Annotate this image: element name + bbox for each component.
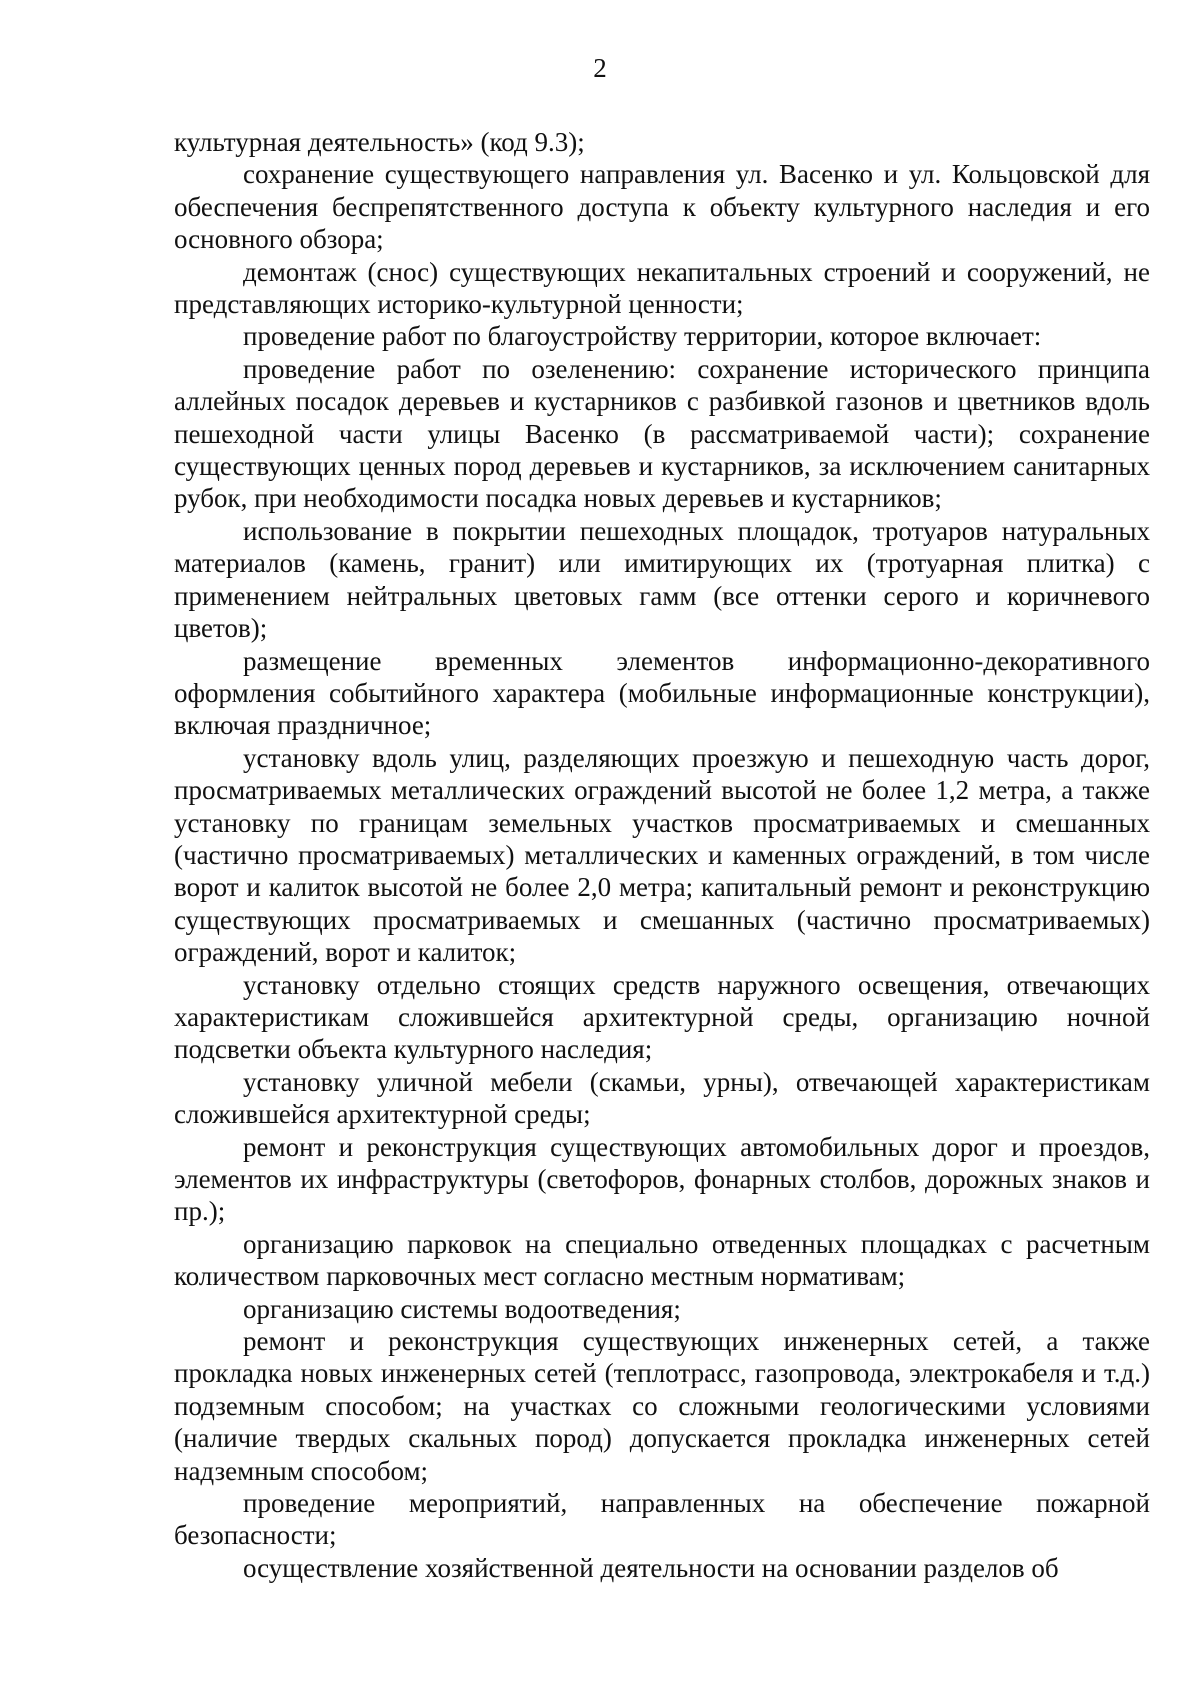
paragraph: проведение работ по озеленению: сохранение исторического принципа аллейных посадок деревьев и кустарников с разбивкой газонов и цветников вдоль пешеходной части улицы Васенко (в рассматриваемой части); сохранение существующих ценных пород деревьев и кустарников, за исключением санитарных рубок, при необходимости посадка новых деревьев и кустарников; (174, 353, 1150, 514)
paragraph: установку вдоль улиц, разделяющих проезжую и пешеходную часть дорог, просматриваемых металлических ограждений высотой не более 1,2 метра, а также установку по границам земельных участков просматриваемых и смешанных (частично просматриваемых) металлических и каменных ограждений, в том числе ворот и калиток высотой не более 2,0 метра; капитальный ремонт и реконструкцию существующих просматриваемых и смешанных (частично просматриваемых) ограждений, ворот и калиток; (174, 742, 1150, 968)
paragraph: организацию парковок на специально отведенных площадках с расчетным количеством парковочных мест согласно местным нормативам; (174, 1228, 1150, 1292)
paragraph: организацию системы водоотведения; (243, 1293, 681, 1324)
paragraph: установку отдельно стоящих средств наружного освещения, отвечающих характеристикам сложившейся архитектурной среды, организацию ночной подсветки объекта культурного наследия; (174, 969, 1150, 1065)
paragraph: проведение работ по благоустройству территории, которое включает: (243, 321, 1042, 352)
paragraph: проведение мероприятий, направленных на обеспечение пожарной безопасности; (174, 1488, 1150, 1551)
paragraph: ремонт и реконструкция существующих инженерных сетей, а также прокладка новых инженерных сетей (теплотрасс, газопровода, электрокабеля и т.д.) подземным способом; на участках со сложными геологическими условиями (наличие твердых скальных пород) допускается прокладка инженерных сетей надземным способом; (174, 1326, 1150, 1486)
paragraph: размещение временных элементов информационно-декоративного оформления событийного характера (мобильные информационные конструкции), включая праздничное; (174, 645, 1150, 741)
paragraph: демонтаж (снос) существующих некапитальных строений и сооружений, не представляющих историко-культурной ценности; (174, 256, 1150, 320)
page-number: 2 (593, 53, 607, 83)
document-body (174, 126, 1150, 1584)
paragraph: использование в покрытии пешеходных площадок, тротуаров натуральных материалов (камень, гранит) или имитирующих их (тротуарная плитка) с применением нейтральных цветовых гамм (все оттенки серого и коричневого цветов); (174, 515, 1150, 644)
paragraph: осуществление хозяйственной деятельности на основании разделов об (243, 1552, 1059, 1583)
paragraph: ремонт и реконструкция существующих автомобильных дорог и проездов, элементов их инфраструктуры (светофоров, фонарных столбов, дорожных знаков и пр.); (174, 1131, 1150, 1227)
paragraph: сохранение существующего направления ул. Васенко и ул. Кольцовской для обеспечения беспрепятственного доступа к объекту культурного наследия и его основного обзора; (174, 159, 1150, 255)
paragraph: установку уличной мебели (скамьи, урны), отвечающей характеристикам сложившейся архитектурной среды; (174, 1066, 1150, 1130)
paragraph: культурная деятельность» (код 9.3); (174, 127, 585, 157)
